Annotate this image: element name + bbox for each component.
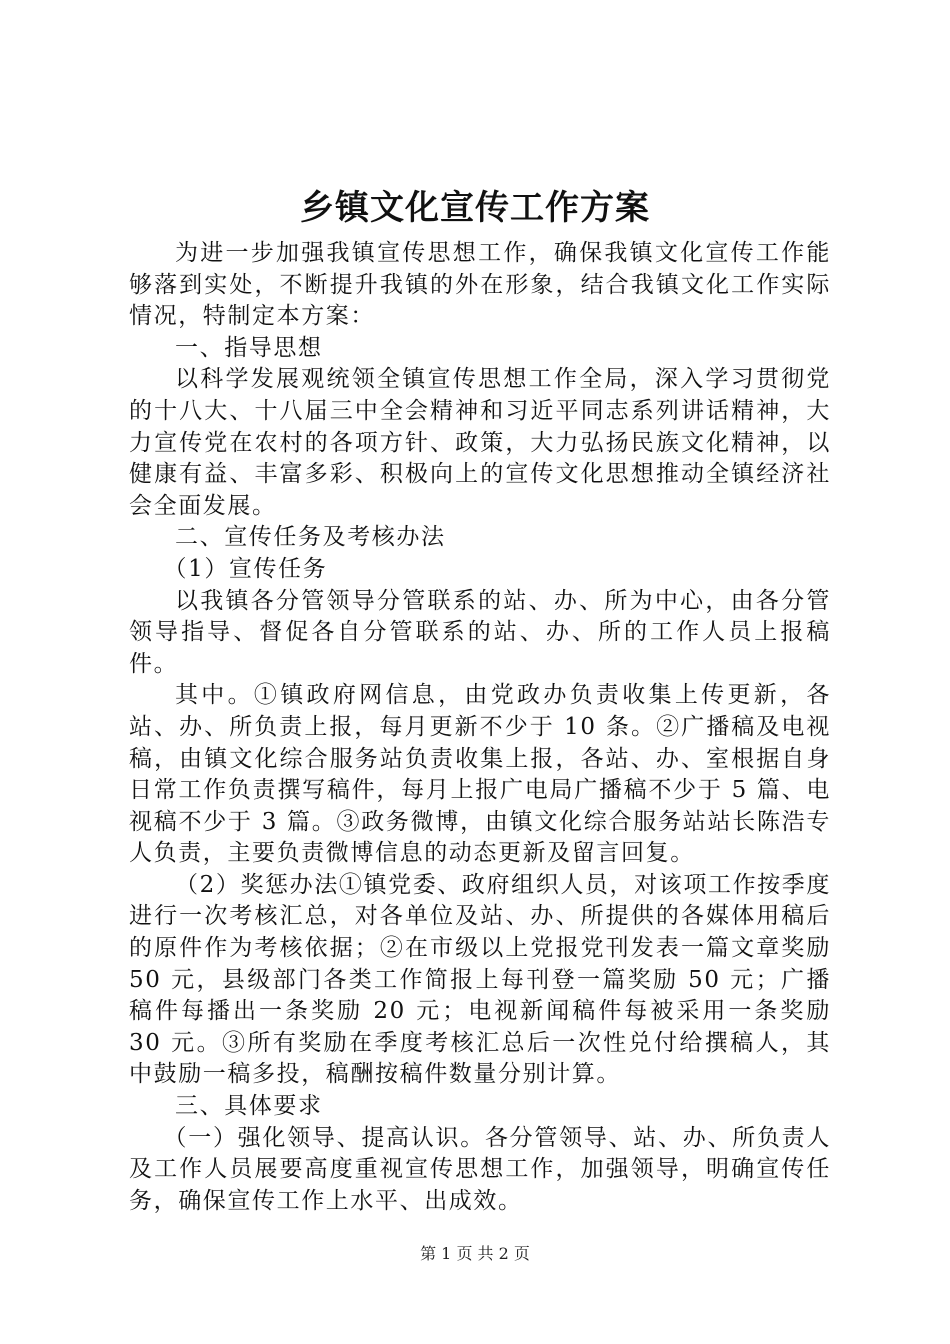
subheading-publicity-tasks: （1）宣传任务 [163, 555, 328, 582]
section-heading-guiding-ideology: 一、指导思想 [175, 334, 323, 361]
task-details-paragraph: 其中。①镇政府网信息，由党政办负责收集上传更新，各站、办、所负责上报，每月更新不少于 10 条。②广播稿及电视稿，由镇文化综合服务站负责收集上报，各站、办、室根据自身日常工作负责撰写稿件，每月上报广电局广播稿不少于 5 篇、电视稿不少于 3 篇。③政务微博，由镇文化综合服务站站长陈浩专人负责，主要负责微博信息的动态更新及留言回复。 [129, 682, 831, 867]
guiding-ideology-paragraph: 以科学发展观统领全镇宣传思想工作全局，深入学习贯彻党的十八大、十八届三中全会精神和习近平同志系列讲话精神，大力宣传党在农村的各项方针、政策，大力弘扬民族文化精神，以健康有益、丰富多彩、积极向上的宣传文化思想推动全镇经济社会全面发展。 [129, 366, 831, 519]
section-heading-tasks-and-assessment: 二、宣传任务及考核办法 [175, 524, 446, 551]
document-title: 乡镇文化宣传工作方案 [300, 188, 650, 228]
requirements-paragraph: （一）强化领导、提高认识。各分管领导、站、办、所负责人及工作人员展要高度重视宣传思想工作，加强领导，明确宣传任务，确保宣传工作上水平、出成效。 [129, 1124, 831, 1214]
publicity-tasks-paragraph: 以我镇各分管领导分管联系的站、办、所为中心，由各分管领导指导、督促各自分管联系的站、办、所的工作人员上报稿件。 [129, 587, 831, 677]
intro-paragraph: 为进一步加强我镇宣传思想工作，确保我镇文化宣传工作能够落到实处，不断提升我镇的外在形象，结合我镇文化工作实际情况，特制定本方案： [129, 240, 831, 330]
document-body [129, 238, 831, 1217]
section-heading-requirements: 三、具体要求 [175, 1093, 323, 1120]
page-number-footer: 第 1 页 共 2 页 [420, 1244, 530, 1263]
rewards-paragraph: （2）奖惩办法①镇党委、政府组织人员，对该项工作按季度进行一次考核汇总，对各单位及站、办、所提供的各媒体用稿后的原件作为考核依据；②在市级以上党报党刊发表一篇文章奖励 50 元，县级部门各类工作简报上每刊登一篇奖励 50 元；广播稿件每播出一条奖励 20 元；电视新闻稿件每被采用一条奖励 30 元。③所有奖励在季度考核汇总后一次性兑付给撰稿人，其中鼓励一稿多投，稿酬按稿件数量分别计算。 [129, 871, 831, 1088]
